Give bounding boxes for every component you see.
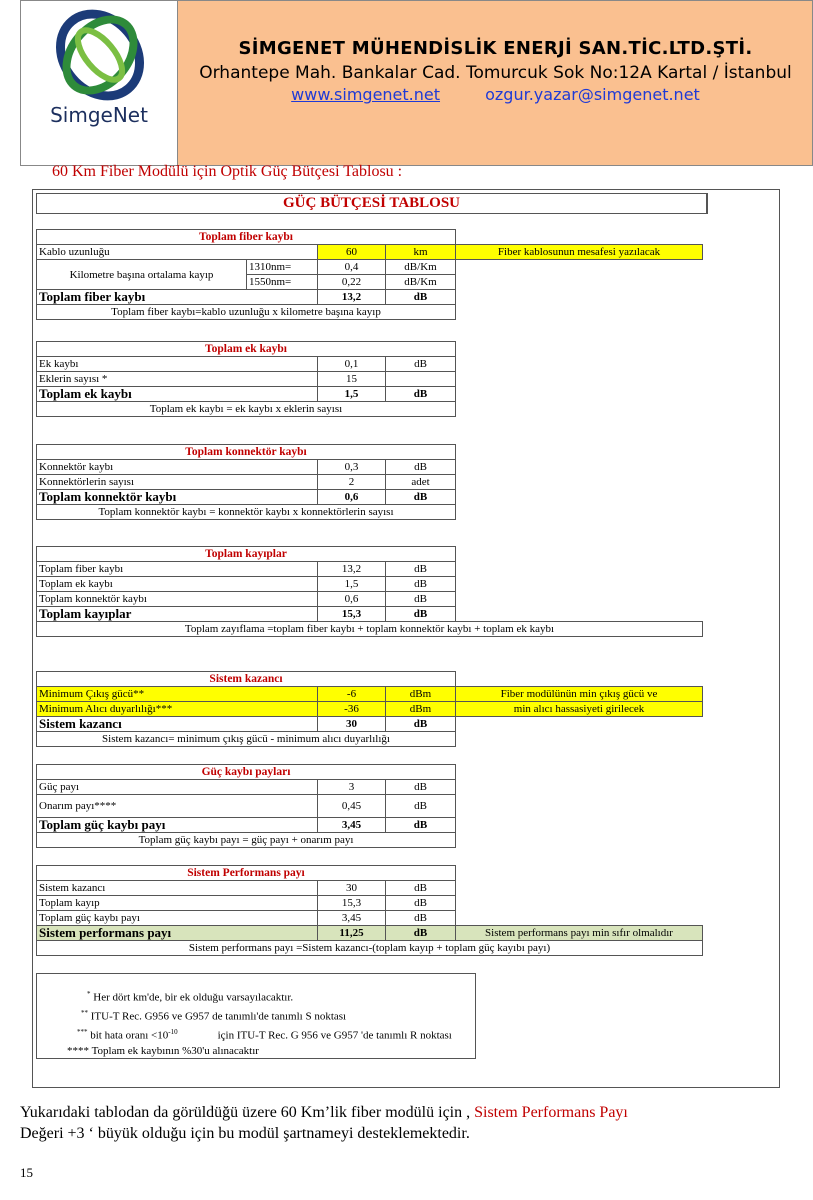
formula: Toplam güç kaybı payı = güç payı + onarım payı — [37, 833, 456, 848]
formula: Toplam ek kaybı = ek kaybı x eklerin sayısı — [37, 402, 456, 417]
formula: Toplam fiber kaybı=kablo uzunluğu x kilometre başına kayıp — [37, 305, 456, 320]
cell-value: -6 — [318, 687, 386, 702]
total-losses-table — [36, 546, 703, 637]
splice-loss-table — [36, 341, 703, 417]
footnote-2: ** ITU-T Rec. G956 ve G957 de tanımlı'de tanımlı S noktası — [81, 1009, 347, 1023]
logo-text: SimgeNet — [50, 103, 148, 127]
total-unit: dB — [386, 387, 456, 402]
total-unit: dB — [386, 490, 456, 505]
email-link[interactable]: ozgur.yazar@simgenet.net — [485, 85, 700, 104]
table-head: Toplam kayıplar — [37, 547, 456, 562]
total-value: 3,45 — [318, 818, 386, 833]
footnote-1: * Her dört km'de, bir ek olduğu varsayılacaktır. — [87, 990, 294, 1004]
table-head: Güç kaybı payları — [37, 765, 456, 780]
cell-value: 15,3 — [318, 896, 386, 911]
page-number: 15 — [20, 1165, 33, 1180]
total-label: Toplam konnektör kaybı — [37, 490, 318, 505]
cell-label: Sistem kazancı — [37, 881, 318, 896]
total-unit: dB — [386, 290, 456, 305]
cell-unit: dB — [386, 780, 456, 795]
website-link[interactable]: www.simgenet.net — [291, 85, 441, 104]
cell-unit: dB — [386, 460, 456, 475]
total-value: 0,6 — [318, 490, 386, 505]
cell-value: 0,1 — [318, 357, 386, 372]
table-head: Sistem kazancı — [37, 672, 456, 687]
fiber-loss-table — [36, 229, 703, 320]
cell-note: Sistem performans payı min sıfır olmalıdır — [456, 926, 703, 941]
cell-label: Minimum Alıcı duyarlılığı*** — [37, 702, 318, 717]
cell-unit: dB — [386, 592, 456, 607]
total-label: Sistem kazancı — [37, 717, 318, 732]
cell-label: Güç payı — [37, 780, 318, 795]
total-unit: dB — [386, 607, 456, 622]
cell-value: 60 — [318, 245, 386, 260]
cell-label: Toplam ek kaybı — [37, 577, 318, 592]
cell-unit: dB — [386, 881, 456, 896]
cell-note: min alıcı hassasiyeti girilecek — [456, 702, 703, 717]
cell-label: Toplam fiber kaybı — [37, 562, 318, 577]
formula: Toplam konnektör kaybı = konnektör kaybı x konnektörlerin sayısı — [37, 505, 456, 520]
cell-label: Kilometre başına ortalama kayıp — [37, 260, 247, 290]
cell-unit: dB/Km — [386, 275, 456, 290]
conclusion-highlight: Sistem Performans Payı — [474, 1104, 628, 1121]
cell-value: 2 — [318, 475, 386, 490]
total-value: 11,25 — [318, 926, 386, 941]
total-label: Toplam güç kaybı payı — [37, 818, 318, 833]
cell-value: 0,4 — [318, 260, 386, 275]
total-unit: dB — [386, 717, 456, 732]
cell-value: 3,45 — [318, 911, 386, 926]
cell-unit: dB/Km — [386, 260, 456, 275]
company-name: SİMGENET MÜHENDİSLİK ENERJİ SAN.TİC.LTD.ŞTİ. — [238, 38, 753, 59]
company-contacts — [178, 85, 813, 104]
table-head: Toplam ek kaybı — [37, 342, 456, 357]
connector-loss-table — [36, 444, 703, 520]
system-gain-table — [36, 671, 703, 747]
cell-unit: dB — [386, 577, 456, 592]
cell-unit — [386, 372, 456, 387]
footnote-4: **** Toplam ek kaybının %30'u alınacaktır — [67, 1045, 259, 1057]
total-label: Toplam kayıplar — [37, 607, 318, 622]
table-head: Toplam konnektör kaybı — [37, 445, 456, 460]
cell-value: 13,2 — [318, 562, 386, 577]
cell-wavelength: 1310nm= — [247, 260, 318, 275]
table-head: Sistem Performans payı — [37, 866, 456, 881]
cell-value: 0,6 — [318, 592, 386, 607]
cell-label: Kablo uzunluğu — [37, 245, 318, 260]
cell-label: Eklerin sayısı * — [37, 372, 318, 387]
total-unit: dB — [386, 926, 456, 941]
cell-label: Toplam güç kaybı payı — [37, 911, 318, 926]
formula: Sistem kazancı= minimum çıkış gücü - minimum alıcı duyarlılığı — [37, 732, 456, 747]
cell-unit: dB — [386, 911, 456, 926]
total-value: 13,2 — [318, 290, 386, 305]
cell-label: Onarım payı**** — [37, 795, 318, 818]
cell-label: Konnektörlerin sayısı — [37, 475, 318, 490]
table-head: Toplam fiber kaybı — [37, 230, 456, 245]
cell-label: Minimum Çıkış gücü** — [37, 687, 318, 702]
formula: Sistem performans payı =Sistem kazancı-(toplam kayıp + toplam güç kayıbı payı) — [37, 941, 703, 956]
cell-value: 15 — [318, 372, 386, 387]
cell-label: Toplam kayıp — [37, 896, 318, 911]
cell-unit: dB — [386, 562, 456, 577]
cell-unit: dBm — [386, 702, 456, 717]
cell-value: 0,22 — [318, 275, 386, 290]
total-value: 1,5 — [318, 387, 386, 402]
cell-label: Konnektör kaybı — [37, 460, 318, 475]
cell-value: 0,3 — [318, 460, 386, 475]
total-label: Toplam ek kaybı — [37, 387, 318, 402]
cell-wavelength: 1550nm= — [247, 275, 318, 290]
cell-unit: km — [386, 245, 456, 260]
cell-unit: dBm — [386, 687, 456, 702]
cell-note: Fiber kablosunun mesafesi yazılacak — [456, 245, 703, 260]
conclusion-text: Yukarıdaki tablodan da görüldüğü üzere 60 Km’lik fiber modülü için , Sistem Performans Payı Değeri +3 ‘ büyük olduğu için bu modül şartnameyi desteklemektedir. — [20, 1104, 628, 1142]
cell-value: 1,5 — [318, 577, 386, 592]
total-label: Toplam fiber kaybı — [37, 290, 318, 305]
cell-label: Toplam konnektör kaybı — [37, 592, 318, 607]
total-value: 15,3 — [318, 607, 386, 622]
header-border — [20, 0, 813, 166]
cell-unit: dB — [386, 357, 456, 372]
total-value: 30 — [318, 717, 386, 732]
footnote-3: *** bit hata oranı $<10^{-10}$ için ITU-T Rec. G 956 ve G957 'de tanımlı R noktası — [77, 1028, 452, 1042]
cell-value: 3 — [318, 780, 386, 795]
cell-unit: dB — [386, 896, 456, 911]
cell-value: 30 — [318, 881, 386, 896]
formula: Toplam zayıflama =toplam fiber kaybı + toplam konnektör kaybı + toplam ek kaybı — [37, 622, 703, 637]
page-title: 60 Km Fiber Modülü için Optik Güç Bütçesi Tablosu : — [52, 163, 403, 180]
cell-unit: adet — [386, 475, 456, 490]
total-unit: dB — [386, 818, 456, 833]
cell-unit: dB — [386, 795, 456, 818]
main-title: GÜÇ BÜTÇESİ TABLOSU — [36, 193, 708, 214]
cell-value: 0,45 — [318, 795, 386, 818]
performance-margin-table — [36, 865, 703, 956]
cell-label: Ek kaybı — [37, 357, 318, 372]
cell-note: Fiber modülünün min çıkış gücü ve — [456, 687, 703, 702]
footnotes-box — [36, 973, 476, 1059]
cell-value: -36 — [318, 702, 386, 717]
power-margin-table — [36, 764, 703, 848]
company-address: Orhantepe Mah. Bankalar Cad. Tomurcuk Sok No:12A Kartal / İstanbul — [199, 63, 792, 83]
total-label: Sistem performans payı — [37, 926, 318, 941]
